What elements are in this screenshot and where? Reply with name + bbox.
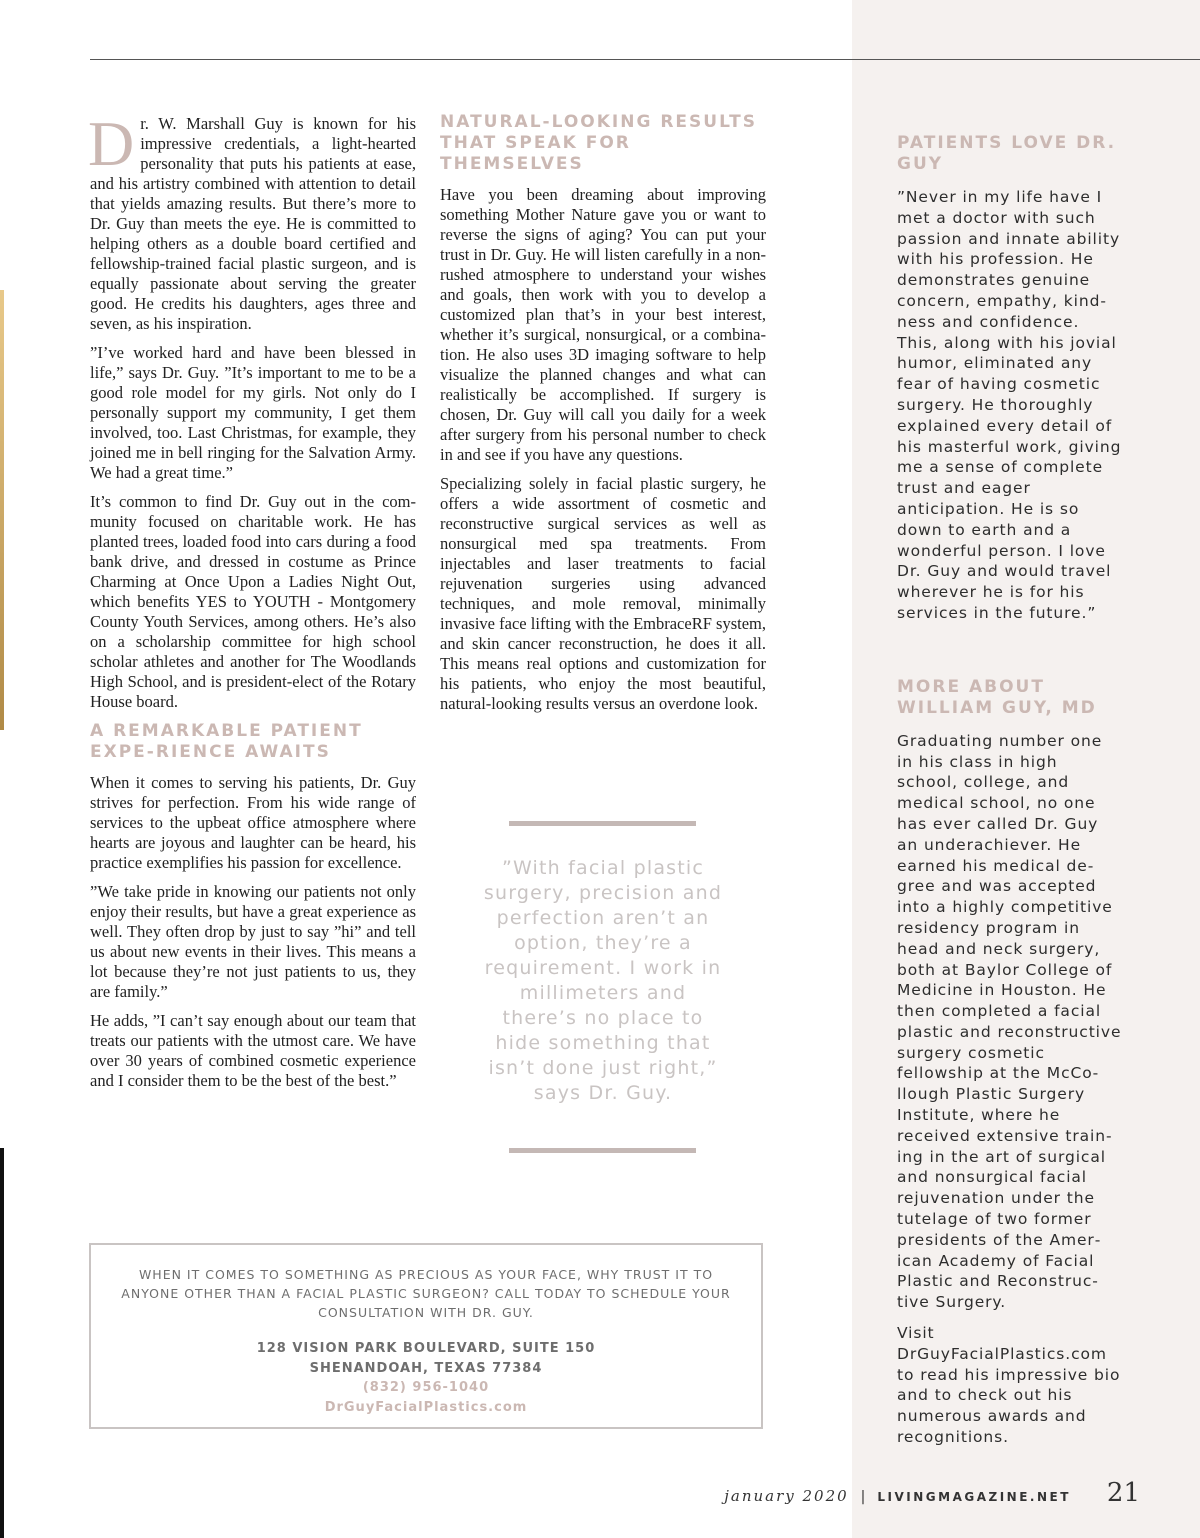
footer-separator: |	[860, 1489, 866, 1505]
pull-quote-bar-top	[509, 821, 696, 826]
sidebar-heading-about: MORE ABOUT WILLIAM GUY, MD	[897, 676, 1097, 718]
paragraph-perfection: When it comes to serving his patients, Dr. Guy strives for perfection. From his wide range of services to the upbeat office atmosphere where hearts are joyous and laughter can be heard, his practice exemplifies his passion for excellence.	[90, 773, 416, 872]
article-column-1	[88, 108, 416, 1100]
heading-natural-results: NATURAL-LOOKING RESULTS THAT SPEAK FOR THEMSELVES	[440, 112, 757, 174]
intro-paragraph	[88, 108, 416, 334]
cta-message: WHEN IT COMES TO SOMETHING AS PRECIOUS AS YOUR FACE, WHY TRUST IT TO ANYONE OTHER THAN A FACIAL PLASTIC SURGEON? CALL TODAY TO SCHEDULE YOUR CONSULTATION WITH DR. GUY.	[121, 1267, 731, 1320]
testimonial: ”Never in my life have I met a doctor with such passion and innate ability with his profession. He demonstrates genuine concern, empathy, kindness and confidence. This, along with his jovial humor, eliminated any fear of having cosmetic surgery. He thoroughly explained every detail of his masterful work, giving me a sense of complete trust and eager anticipation. He is so down to earth and a wonderful person. I love Dr. Guy and would travel wherever he is for his services in the future.”	[897, 188, 1122, 622]
issue-date: january 2020	[724, 1487, 849, 1505]
page-number: 21	[1106, 1478, 1140, 1508]
edge-gold-strip	[0, 290, 4, 730]
page-footer	[724, 1478, 1140, 1514]
top-rule	[90, 59, 1200, 60]
address-line-2: SHENANDOAH, TEXAS 77384	[309, 1360, 543, 1376]
heading-patient-experience: A REMARKABLE PATIENT EXPE-RIENCE AWAITS	[90, 721, 363, 762]
visit-paragraph: Visit DrGuyFacialPlastics.com to read his impressive bio and to check out his numerous awards and recognitions.	[897, 1324, 1121, 1447]
intro-text: r. W. Marshall Guy is known for his impressive credentials, a light-hearted personality that puts his patients at ease, and his artistry combined with attention to detail that yields amazing results. But there’s more to Dr. Guy than meets the eye. He is committed to helping others as a double board certified and fellowship-trained facial plastic surgeon, and is equally passionate about serving the greater good. He credits his daughters, ages three and seven, as his inspiration.	[90, 114, 416, 333]
paragraph-dreaming: Have you been dreaming about improving something Mother Nature gave you or want to reverse the signs of aging? You can put your trust in Dr. Guy. He will listen carefully in a non-rushed atmosphere to understand your wishes and goals, then work with you to develop a customized plan that’s in your best interest, whether it’s surgical, nonsurgical, or a combination. He also uses 3D imaging software to help visualize the planned changes and what can realistically be accomplished. If surgery is chosen, Dr. Guy will call you daily for a week after surgery from his personal number to check in and see if you have any questions.	[440, 185, 766, 464]
paragraph-pride: ”We take pride in knowing our patients not only enjoy their results, but have a great experience as well. They often drop by just to say ”hi” and tell us about new events in their lives. This means a lot because they’re not just patients to us, they are family.”	[90, 882, 416, 1001]
contact-block	[91, 1339, 761, 1417]
magazine-site[interactable]: LIVINGMAGAZINE.NET	[877, 1490, 1071, 1504]
paragraph-team: He adds, ”I can’t say enough about our team that treats our patients with the utmost care. We have over 30 years of combined cosmetic experience and I consider them to be the best of the best.”	[90, 1011, 416, 1090]
paragraph-community: It’s common to find Dr. Guy out in the community focused on charitable work. He has planted trees, loaded food into cars during a food bank drive, and dressed in costume as Prince Charming at Once Upon a Ladies Night Out, which benefits YES to YOUTH - Montgomery County Youth Services, among others. He’s also on a scholarship committee for high school scholar athletes and another for The Woodlands High School, and is president-elect of the Rotary House board.	[90, 492, 416, 711]
pull-quote-bar-bottom	[509, 1148, 696, 1153]
paragraph-specializing: Specializing solely in facial plastic surgery, he offers a wide assortment of cosmetic and reconstructive surgical services as well as nonsurgical med spa treatments. From injectables and laser treatments to facial rejuvenation surgeries using advanced techniques, and mole removal, minimally invasive face lifting with the EmbraceRF system, and skin cancer reconstruction, he does it all. This means real options and customization for his patients, who enjoy the most beautiful, natural-looking results versus an overdone look.	[440, 474, 766, 713]
pull-quote: ”With facial plastic surgery, precision and perfection aren’t an option, they’re a requirement. I work in millimeters and there’s no place to hide something that isn’t done just right,” says Dr. Guy.	[483, 857, 723, 1104]
sidebar-heading-patients: PATIENTS LOVE DR. GUY	[897, 133, 1117, 174]
bio-paragraph: Graduating number one in his class in high school, college, and medical school, no one has ever called Dr. Guy an underachiever. He earned his medical degree and was accepted into a highly competitive residency program in head and neck surgery, both at Baylor College of Medicine in Houston. He then completed a facial plastic and reconstructive surgery cosmetic fellowship at the McCollough Plastic Surgery Institute, where he received extensive training in the art of surgical and nonsurgical facial rejuvenation under the tutelage of two former presidents of the American Academy of Facial Plastic and Reconstructive Surgery.	[897, 731, 1122, 1312]
drop-cap: D	[88, 108, 135, 179]
sidebar	[897, 133, 1122, 1458]
sidebar-spacer	[897, 634, 1122, 677]
website-link[interactable]: DrGuyFacialPlastics.com	[324, 1399, 528, 1415]
edge-black-strip	[0, 1148, 4, 1538]
article-column-2	[440, 112, 766, 723]
paragraph-blessed: ”I’ve worked hard and have been blessed in life,” says Dr. Guy. ”It’s important to me to be a good role model for my girls. Not only do I personally support my community, I get them involved, too. Last Christmas, for example, they joined me in bell ringing for the Salvation Army. We had a great time.”	[90, 343, 416, 482]
phone-number[interactable]: (832) 956-1040	[362, 1380, 490, 1395]
address-line-1: 128 VISION PARK BOULEVARD, SUITE 150	[256, 1341, 596, 1356]
consultation-box	[89, 1243, 763, 1429]
